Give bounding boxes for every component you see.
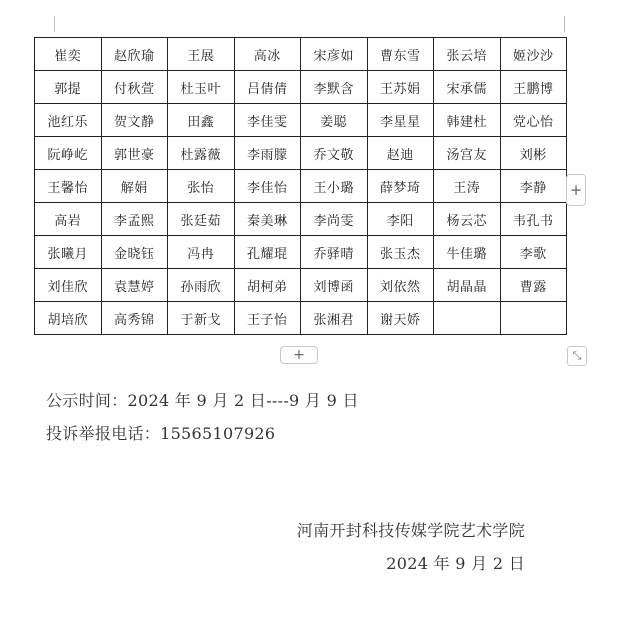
table-row (35, 269, 567, 302)
table-cell[interactable]: 池红乐 (35, 104, 102, 137)
table-cell[interactable]: 李静 (500, 170, 567, 203)
table-cell[interactable]: 韩建杜 (434, 104, 501, 137)
table-cell[interactable]: 金晓钰 (101, 236, 168, 269)
table-cell[interactable]: 李佳怡 (234, 170, 301, 203)
table-cell[interactable]: 冯冉 (168, 236, 235, 269)
plus-icon: + (569, 181, 583, 199)
table-cell[interactable]: 于新戈 (168, 302, 235, 335)
table-cell[interactable]: 牛佳璐 (434, 236, 501, 269)
table-row (35, 137, 567, 170)
table-cell[interactable]: 胡培欣 (35, 302, 102, 335)
table-cell[interactable]: 郭提 (35, 71, 102, 104)
table-cell[interactable]: 乔文敬 (301, 137, 368, 170)
table-row (35, 71, 567, 104)
table-resize-handle[interactable] (567, 346, 587, 366)
plus-icon: + (293, 347, 305, 363)
table-cell[interactable]: 胡晶晶 (434, 269, 501, 302)
table-cell[interactable]: 王馨怡 (35, 170, 102, 203)
table-cell[interactable] (500, 302, 567, 335)
table-row (35, 38, 567, 71)
table-cell[interactable]: 王展 (168, 38, 235, 71)
table-cell[interactable]: 秦美琳 (234, 203, 301, 236)
table-cell[interactable]: 刘依然 (367, 269, 434, 302)
table-cell[interactable]: 孔耀琨 (234, 236, 301, 269)
table-cell[interactable]: 高冰 (234, 38, 301, 71)
table-cell[interactable]: 杜玉叶 (168, 71, 235, 104)
table-cell[interactable]: 姜聪 (301, 104, 368, 137)
table-cell[interactable]: 曹东雪 (367, 38, 434, 71)
table-cell[interactable]: 郭世豪 (101, 137, 168, 170)
complaint-hotline: 投诉举报电话：15565107926 (46, 424, 276, 443)
table-cell[interactable]: 谢天娇 (367, 302, 434, 335)
table-cell[interactable]: 乔驿晴 (301, 236, 368, 269)
page-corner-mark-right (564, 16, 577, 32)
table-cell[interactable]: 王子怡 (234, 302, 301, 335)
table-cell[interactable]: 韦孔书 (500, 203, 567, 236)
table-cell[interactable]: 姬沙沙 (500, 38, 567, 71)
issue-date: 2024 年 9 月 2 日 (386, 554, 525, 573)
table-cell[interactable]: 袁慧婷 (101, 269, 168, 302)
table-cell[interactable]: 李星星 (367, 104, 434, 137)
table-cell[interactable]: 高秀锦 (101, 302, 168, 335)
add-row-button[interactable] (280, 346, 318, 364)
table-row (35, 170, 567, 203)
table-cell[interactable]: 王涛 (434, 170, 501, 203)
table-cell[interactable]: 张湘君 (301, 302, 368, 335)
table-cell[interactable]: 付秋萱 (101, 71, 168, 104)
name-list-table (34, 37, 567, 335)
table-cell[interactable]: 杨云芯 (434, 203, 501, 236)
table-row (35, 302, 567, 335)
table-cell[interactable]: 张廷茹 (168, 203, 235, 236)
table-cell[interactable]: 解娟 (101, 170, 168, 203)
table-cell[interactable]: 李歌 (500, 236, 567, 269)
table-cell[interactable]: 王鹏博 (500, 71, 567, 104)
table-cell[interactable]: 贺文静 (101, 104, 168, 137)
table-cell[interactable]: 李佳雯 (234, 104, 301, 137)
table-cell[interactable]: 李阳 (367, 203, 434, 236)
table-cell[interactable]: 李雨朦 (234, 137, 301, 170)
table-cell[interactable]: 张怡 (168, 170, 235, 203)
resize-icon: ⤡ (572, 349, 582, 362)
table-cell[interactable]: 张玉杰 (367, 236, 434, 269)
table-row (35, 236, 567, 269)
table-cell[interactable]: 汤宫友 (434, 137, 501, 170)
table-cell[interactable]: 胡柯弟 (234, 269, 301, 302)
table-cell[interactable]: 张云培 (434, 38, 501, 71)
table-cell[interactable]: 李孟熙 (101, 203, 168, 236)
table-cell[interactable]: 宋承儒 (434, 71, 501, 104)
table-cell[interactable]: 崔奕 (35, 38, 102, 71)
table-cell[interactable]: 党心怡 (500, 104, 567, 137)
table-cell[interactable]: 杜露薇 (168, 137, 235, 170)
table-cell[interactable]: 王小璐 (301, 170, 368, 203)
table-cell[interactable]: 曹露 (500, 269, 567, 302)
name-list-body (35, 38, 567, 335)
table-cell[interactable]: 张曦月 (35, 236, 102, 269)
table-cell[interactable]: 刘彬 (500, 137, 567, 170)
table-cell[interactable]: 赵迪 (367, 137, 434, 170)
table-cell[interactable]: 刘博函 (301, 269, 368, 302)
table-cell[interactable]: 宋彦如 (301, 38, 368, 71)
table-cell[interactable]: 李默含 (301, 71, 368, 104)
table-row (35, 104, 567, 137)
table-cell[interactable]: 孙雨欣 (168, 269, 235, 302)
page-corner-mark-left (42, 16, 55, 32)
table-cell[interactable]: 高岩 (35, 203, 102, 236)
notice-period: 公示时间：2024 年 9 月 2 日----9 月 9 日 (46, 391, 359, 410)
table-cell[interactable]: 李尚雯 (301, 203, 368, 236)
table-cell[interactable]: 薛梦琦 (367, 170, 434, 203)
table-cell[interactable] (434, 302, 501, 335)
table-cell[interactable]: 吕倩倩 (234, 71, 301, 104)
table-row (35, 203, 567, 236)
table-cell[interactable]: 田鑫 (168, 104, 235, 137)
table-cell[interactable]: 王苏娟 (367, 71, 434, 104)
issuing-organization: 河南开封科技传媒学院艺术学院 (296, 521, 525, 540)
table-cell[interactable]: 赵欣瑜 (101, 38, 168, 71)
table-cell[interactable]: 阮峥屹 (35, 137, 102, 170)
table-cell[interactable]: 刘佳欣 (35, 269, 102, 302)
add-column-button[interactable] (566, 174, 586, 206)
